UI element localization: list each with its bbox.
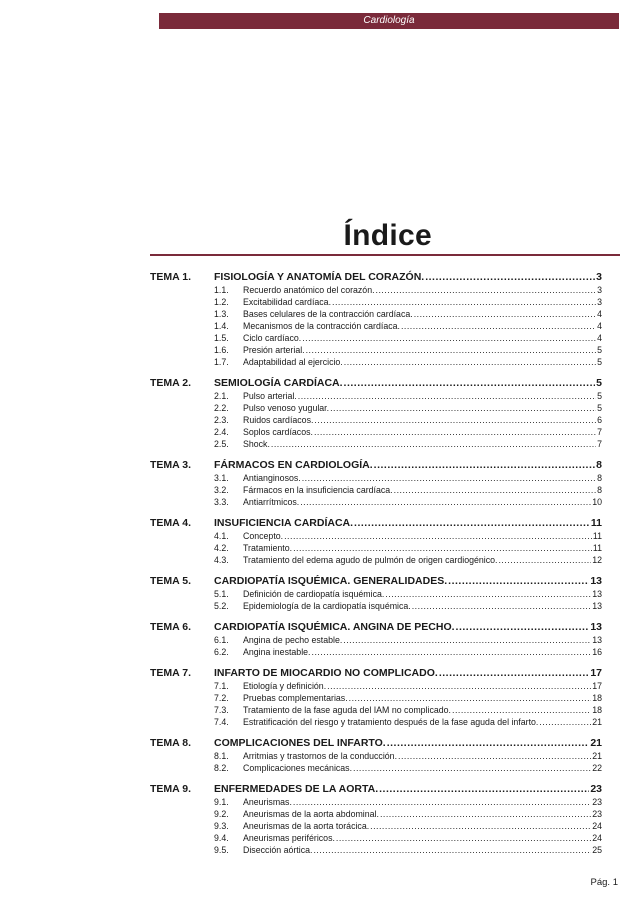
dot-leader [327, 680, 591, 692]
dot-leader [385, 588, 591, 600]
section-page: 5 [597, 403, 602, 413]
section-number: 2.2. [214, 403, 229, 413]
chapter-page: 13 [590, 621, 602, 633]
dot-leader [412, 600, 591, 612]
chapter-title: FÁRMACOS EN CARDIOLOGÍA. [214, 459, 373, 471]
section-page: 5 [597, 357, 602, 367]
toc-section[interactable] [150, 344, 602, 356]
section-number: 2.1. [214, 391, 229, 401]
section-number: 1.3. [214, 309, 229, 319]
section-page: 21 [592, 751, 602, 761]
chapter-number: TEMA 6. [150, 621, 192, 633]
section-title: Ruidos cardíacos. [243, 415, 314, 425]
section-number: 7.1. [214, 681, 229, 691]
section-number: 7.3. [214, 705, 229, 715]
page-title: Índice [343, 219, 432, 252]
dot-leader [370, 820, 591, 832]
section-title: Presión arterial. [243, 345, 305, 355]
chapter-page: 5 [596, 377, 602, 389]
toc-section[interactable] [150, 402, 602, 414]
section-number: 1.5. [214, 333, 229, 343]
section-page: 25 [592, 845, 602, 855]
section-page: 18 [592, 705, 602, 715]
section-page: 13 [592, 635, 602, 645]
section-page: 13 [592, 601, 602, 611]
section-number: 6.2. [214, 647, 229, 657]
toc-section[interactable] [150, 284, 602, 296]
section-number: 9.3. [214, 821, 229, 831]
toc-section[interactable] [150, 426, 602, 438]
dot-leader [293, 796, 591, 808]
section-page: 23 [592, 809, 602, 819]
dot-leader [344, 356, 596, 368]
section-title: Pulso arterial. [243, 391, 297, 401]
section-number: 4.2. [214, 543, 229, 553]
dot-leader [456, 620, 590, 634]
toc-chapter[interactable] [150, 736, 602, 750]
chapter-page: 3 [596, 271, 602, 283]
section-number: 1.6. [214, 345, 229, 355]
dot-leader [394, 484, 596, 496]
section-title: Tratamiento de la fase aguda del IAM no complicado. [243, 705, 451, 715]
dot-leader [349, 692, 592, 704]
chapter-number: TEMA 2. [150, 377, 192, 389]
dot-leader [336, 832, 591, 844]
toc-chapter[interactable] [150, 270, 602, 284]
section-page: 4 [597, 309, 602, 319]
chapter-number: TEMA 1. [150, 271, 192, 283]
section-page: 11 [592, 531, 602, 541]
section-page: 3 [597, 297, 602, 307]
section-title: Tratamiento. [243, 543, 293, 553]
section-number: 8.1. [214, 751, 229, 761]
toc-section[interactable] [150, 356, 602, 368]
chapter-page: 17 [590, 667, 602, 679]
section-page: 3 [597, 285, 602, 295]
chapter-title: CARDIOPATÍA ISQUÉMICA. GENERALIDADES. [214, 575, 448, 587]
chapter-number: TEMA 8. [150, 737, 192, 749]
toc-section[interactable] [150, 496, 602, 508]
header-bar [159, 13, 619, 29]
section-title: Tratamiento del edema agudo de pulmón de origen cardiogénico. [243, 555, 498, 565]
section-page: 17 [592, 681, 602, 691]
title-rule [150, 254, 620, 256]
section-title: Definición de cardiopatía isquémica. [243, 589, 385, 599]
dot-leader [306, 344, 596, 356]
toc-section[interactable] [150, 832, 602, 844]
section-title: Antianginosos. [243, 473, 301, 483]
section-title: Disección aórtica. [243, 845, 313, 855]
toc-section[interactable] [150, 716, 602, 728]
section-title: Aneurismas. [243, 797, 292, 807]
section-number: 9.4. [214, 833, 229, 843]
toc-section[interactable] [150, 320, 602, 332]
dot-leader [401, 320, 596, 332]
dot-leader [314, 414, 596, 426]
section-title: Mecanismos de la contracción cardíaca. [243, 321, 400, 331]
dot-leader [300, 496, 591, 508]
section-title: Angina de pecho estable. [243, 635, 343, 645]
toc-section[interactable] [150, 554, 602, 566]
toc-section[interactable] [150, 332, 602, 344]
section-title: Complicaciones mecánicas. [243, 763, 353, 773]
section-page: 7 [597, 427, 602, 437]
dot-leader [376, 284, 597, 296]
section-number: 3.3. [214, 497, 229, 507]
section-page: 8 [597, 473, 602, 483]
dot-leader [298, 390, 596, 402]
section-number: 9.5. [214, 845, 229, 855]
toc-chapter[interactable] [150, 516, 602, 530]
dot-leader [353, 762, 591, 774]
toc-chapter[interactable] [150, 620, 602, 634]
section-title: Estratificación del riesgo y tratamiento después de la fase aguda del infarto. [243, 717, 539, 727]
section-number: 8.2. [214, 763, 229, 773]
dot-leader [344, 376, 596, 390]
section-number: 1.4. [214, 321, 229, 331]
table-of-contents [150, 270, 602, 856]
section-title: Antiarrítmicos. [243, 497, 300, 507]
section-title: Excitabilidad cardíaca. [243, 297, 332, 307]
section-page: 21 [592, 717, 602, 727]
toc-chapter[interactable] [150, 376, 602, 390]
dot-leader [439, 666, 590, 680]
section-page: 4 [597, 333, 602, 343]
toc-section[interactable] [150, 692, 602, 704]
section-page: 5 [597, 391, 602, 401]
section-number: 2.4. [214, 427, 229, 437]
section-title: Epidemiología de la cardiopatía isquémica. [243, 601, 411, 611]
toc-section[interactable] [150, 414, 602, 426]
section-title: Adaptabilidad al ejercicio. [243, 357, 343, 367]
section-number: 7.2. [214, 693, 229, 703]
chapter-page: 21 [590, 737, 602, 749]
section-number: 9.1. [214, 797, 229, 807]
section-title: Shock. [243, 439, 270, 449]
section-number: 1.1. [214, 285, 229, 295]
section-page: 7 [597, 439, 602, 449]
toc-section[interactable] [150, 704, 602, 716]
dot-leader [330, 402, 596, 414]
section-number: 3.2. [214, 485, 229, 495]
section-page: 24 [592, 833, 602, 843]
section-page: 12 [592, 555, 602, 565]
dot-leader [343, 634, 591, 646]
section-page: 13 [592, 589, 602, 599]
section-number: 2.5. [214, 439, 229, 449]
section-page: 18 [592, 693, 602, 703]
toc-chapter[interactable] [150, 458, 602, 472]
section-title: Aneurismas de la aorta torácica. [243, 821, 370, 831]
dot-leader [387, 736, 590, 750]
section-number: 4.3. [214, 555, 229, 565]
section-title: Recuerdo anatómico del corazón. [243, 285, 375, 295]
dot-leader [284, 530, 592, 542]
toc-section[interactable] [150, 588, 602, 600]
dot-leader [414, 308, 596, 320]
section-title: Pulso venoso yugular. [243, 403, 330, 413]
toc-section[interactable] [150, 438, 602, 450]
section-page: 10 [592, 497, 602, 507]
section-title: Aneurismas periféricos. [243, 833, 335, 843]
toc-section[interactable] [150, 542, 602, 554]
dot-leader [313, 844, 591, 856]
dot-leader [302, 332, 596, 344]
dot-leader [498, 554, 591, 566]
section-number: 3.1. [214, 473, 229, 483]
toc-chapter[interactable] [150, 666, 602, 680]
toc-section[interactable] [150, 390, 602, 402]
chapter-title: SEMIOLOGÍA CARDÍACA. [214, 377, 343, 389]
section-number: 9.2. [214, 809, 229, 819]
dot-leader [332, 296, 596, 308]
section-title: Bases celulares de la contracción cardíaca. [243, 309, 413, 319]
dot-leader [448, 574, 589, 588]
dot-leader [271, 438, 596, 450]
chapter-number: TEMA 5. [150, 575, 192, 587]
toc-section[interactable] [150, 600, 602, 612]
chapter-title: CARDIOPATÍA ISQUÉMICA. ANGINA DE PECHO. [214, 621, 455, 633]
section-number: 1.2. [214, 297, 229, 307]
section-number: 5.1. [214, 589, 229, 599]
section-title: Ciclo cardíaco. [243, 333, 302, 343]
dot-leader [452, 704, 591, 716]
section-title: Angina inestable. [243, 647, 311, 657]
toc-section[interactable] [150, 484, 602, 496]
section-number: 1.7. [214, 357, 229, 367]
page-number: Pág. 1 [590, 877, 618, 888]
section-title: Aneurismas de la aorta abdominal. [243, 809, 379, 819]
section-number: 5.2. [214, 601, 229, 611]
toc-section[interactable] [150, 808, 602, 820]
section-page: 8 [597, 485, 602, 495]
section-title: Etiología y definición. [243, 681, 327, 691]
section-page: 11 [592, 543, 602, 553]
chapter-title: FISIOLOGÍA Y ANATOMÍA DEL CORAZÓN. [214, 271, 425, 283]
chapter-number: TEMA 7. [150, 667, 192, 679]
dot-leader [354, 516, 590, 530]
dot-leader [302, 472, 596, 484]
dot-leader [425, 270, 595, 284]
section-page: 4 [597, 321, 602, 331]
toc-section[interactable] [150, 308, 602, 320]
dot-leader [380, 808, 591, 820]
section-title: Arritmias y trastornos de la conducción. [243, 751, 398, 761]
toc-section[interactable] [150, 296, 602, 308]
chapter-number: TEMA 4. [150, 517, 192, 529]
dot-leader [539, 716, 591, 728]
section-page: 5 [597, 345, 602, 355]
chapter-page: 8 [596, 459, 602, 471]
dot-leader [312, 646, 592, 658]
chapter-title: ENFERMEDADES DE LA AORTA. [214, 783, 379, 795]
page-title-wrap [150, 219, 620, 253]
dot-leader [293, 542, 592, 554]
chapter-page: 13 [590, 575, 602, 587]
section-page: 6 [597, 415, 602, 425]
chapter-page: 11 [590, 517, 602, 529]
section-page: 22 [592, 763, 602, 773]
dot-leader [398, 750, 591, 762]
dot-leader [379, 782, 589, 796]
chapter-number: TEMA 9. [150, 783, 192, 795]
section-title: Pruebas complementarias. [243, 693, 348, 703]
toc-section[interactable] [150, 530, 602, 542]
chapter-page: 23 [590, 783, 602, 795]
chapter-title: INSUFICIENCIA CARDÍACA. [214, 517, 354, 529]
toc-section[interactable] [150, 634, 602, 646]
section-title: Fármacos en la insuficiencia cardíaca. [243, 485, 393, 495]
section-number: 4.1. [214, 531, 229, 541]
section-number: 2.3. [214, 415, 229, 425]
section-title: Soplos cardíacos. [243, 427, 313, 437]
toc-section[interactable] [150, 750, 602, 762]
toc-section[interactable] [150, 844, 602, 856]
toc-chapter[interactable] [150, 574, 602, 588]
section-page: 16 [592, 647, 602, 657]
chapter-number: TEMA 3. [150, 459, 192, 471]
toc-section[interactable] [150, 472, 602, 484]
section-page: 23 [592, 797, 602, 807]
section-number: 7.4. [214, 717, 229, 727]
chapter-title: INFARTO DE MIOCARDIO NO COMPLICADO. [214, 667, 438, 679]
section-title: Concepto. [243, 531, 284, 541]
dot-leader [374, 458, 595, 472]
chapter-title: COMPLICACIONES DEL INFARTO. [214, 737, 386, 749]
toc-section[interactable] [150, 820, 602, 832]
toc-section[interactable] [150, 646, 602, 658]
header-label: Cardiología [363, 15, 415, 26]
toc-chapter[interactable] [150, 782, 602, 796]
toc-section[interactable] [150, 796, 602, 808]
dot-leader [314, 426, 596, 438]
section-page: 24 [592, 821, 602, 831]
toc-section[interactable] [150, 680, 602, 692]
section-number: 6.1. [214, 635, 229, 645]
toc-section[interactable] [150, 762, 602, 774]
